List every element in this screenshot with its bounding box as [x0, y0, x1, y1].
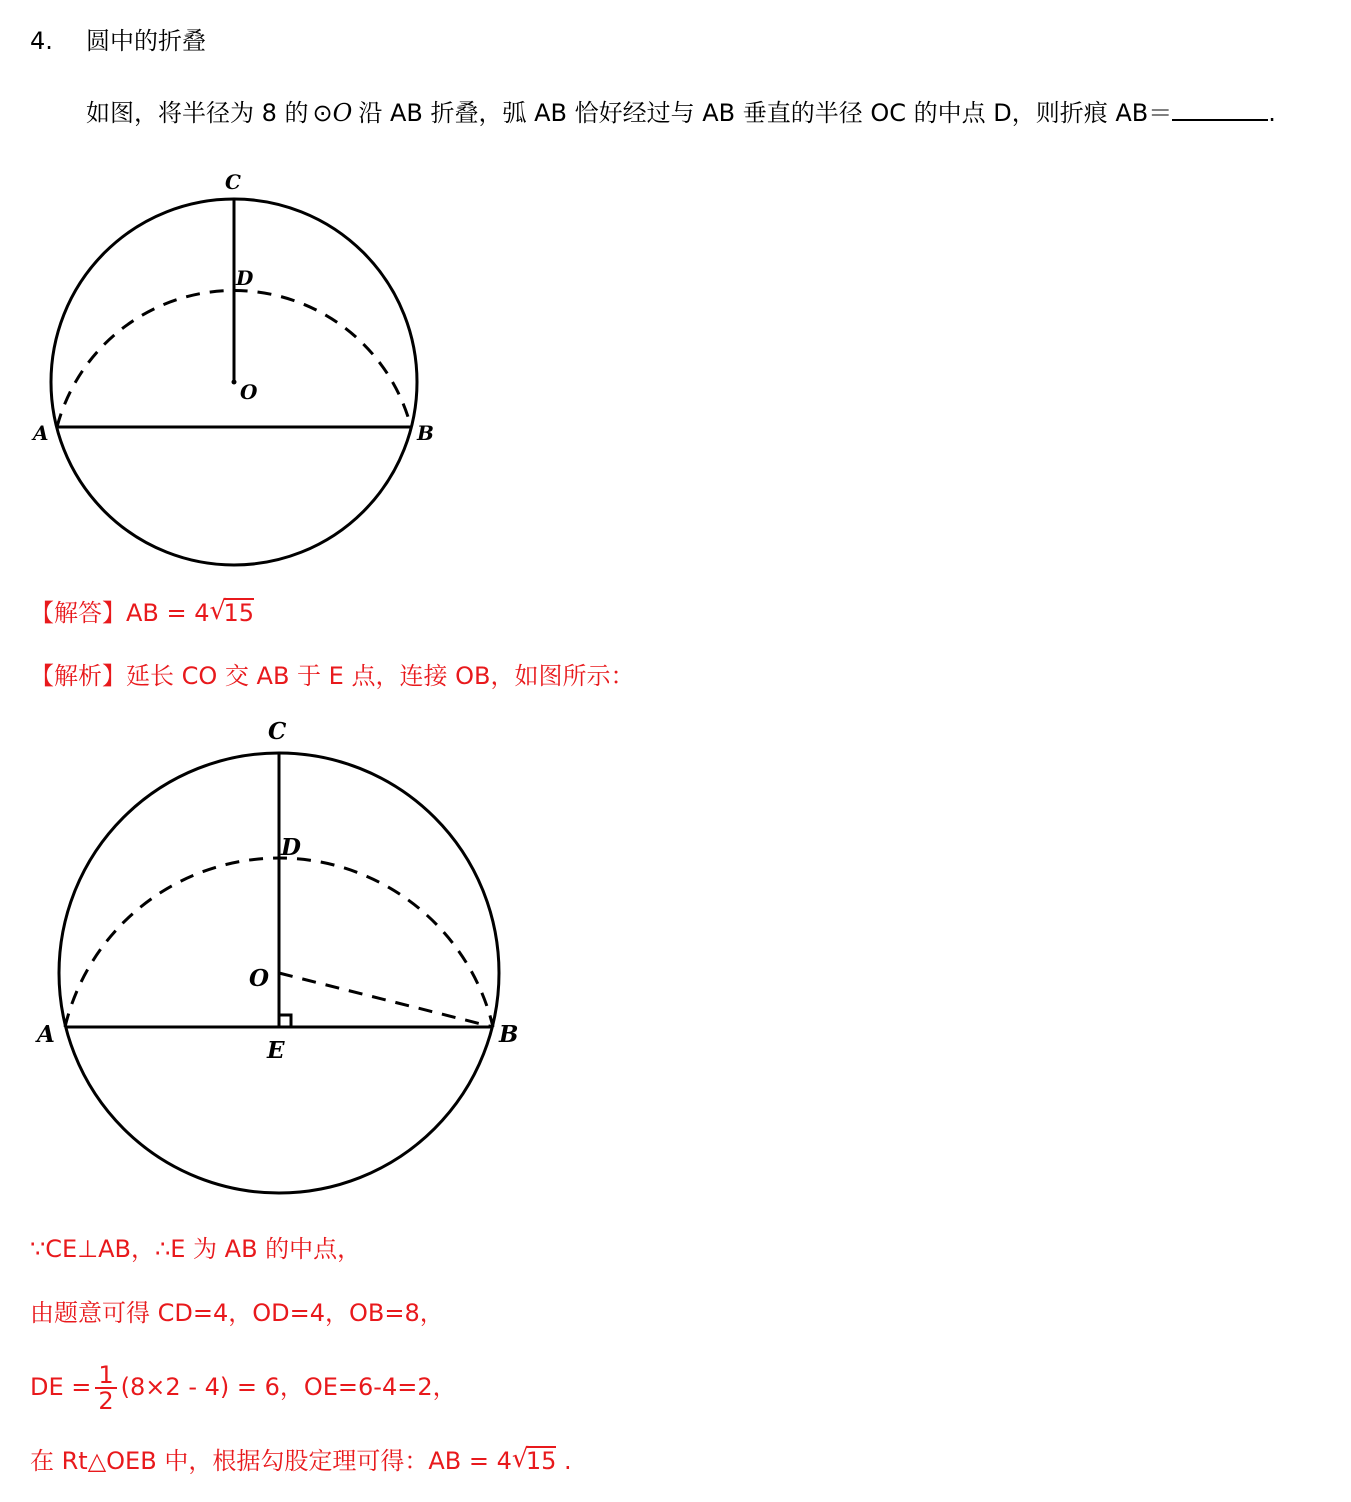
step-3 — [30, 1358, 457, 1416]
problem-title: 圆中的折叠 — [86, 27, 206, 55]
sqrt-icon: √ — [209, 596, 227, 626]
figure1-label-o: O — [240, 380, 258, 404]
step-4 — [30, 1446, 572, 1476]
statement-part2: 沿 AB 折叠，弧 AB 恰好经过与 AB 垂直的半径 OC 的中点 D，则折痕 AB＝ — [358, 99, 1173, 127]
step3-rest: (8×2 - 4) = 6，OE=6-4=2， — [120, 1373, 457, 1401]
analysis-text: 延长 CO 交 AB 于 E 点，连接 OB，如图所示： — [126, 662, 635, 690]
step3-fraction — [95, 1363, 116, 1413]
step4-radicand: 15 — [525, 1447, 557, 1475]
figure1-label-c: C — [225, 170, 241, 194]
sqrt-icon: √ — [511, 1444, 529, 1474]
circle-symbol: ⊙ — [312, 99, 333, 127]
problem-number: 4. — [30, 27, 53, 55]
figure2-label-o: O — [249, 965, 270, 992]
step3-prefix: DE = — [30, 1373, 92, 1401]
figure2-label-d: D — [281, 834, 301, 861]
step3-denominator: 2 — [98, 1387, 114, 1415]
step4-end: . — [556, 1447, 572, 1475]
step4-sqrt — [512, 1446, 557, 1476]
step3-numerator: 1 — [95, 1363, 116, 1389]
circle-name: O — [332, 99, 353, 127]
figure2-label-a: A — [37, 1021, 55, 1048]
analysis-tag: 【解析】 — [30, 662, 126, 690]
figure1-label-d: D — [236, 266, 254, 290]
step-1: ∵CE⊥AB，∴E 为 AB 的中点， — [30, 1235, 362, 1263]
figure2-label-b: B — [499, 1021, 519, 1048]
figure1-label-a: A — [33, 421, 49, 445]
step4-prefix: 在 Rt△OEB 中，根据勾股定理可得：AB = 4 — [30, 1447, 512, 1475]
statement-part1: 如图，将半径为 8 的 — [86, 99, 309, 127]
figure1-label-b: B — [417, 421, 434, 445]
figure2-right-angle-mark — [279, 1015, 291, 1027]
figure2-label-e: E — [267, 1037, 285, 1064]
answer-tag: 【解答】 — [30, 599, 126, 627]
figure2-segment-ob — [279, 973, 493, 1027]
answer-radicand: 15 — [223, 599, 255, 627]
figure2-label-c: C — [268, 718, 287, 745]
step-2: 由题意可得 CD=4，OD=4，OB=8， — [30, 1299, 444, 1327]
statement-end: . — [1268, 99, 1276, 127]
answer-prefix: AB = 4 — [126, 599, 210, 627]
